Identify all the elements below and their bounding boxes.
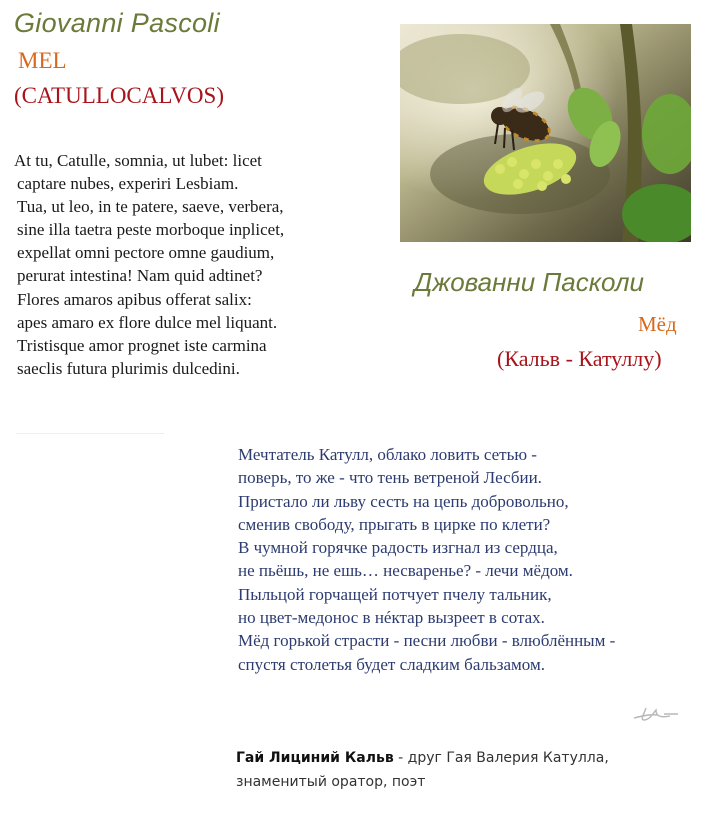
author-note xyxy=(236,746,676,794)
divider xyxy=(16,433,164,434)
note-name: Гай Лициний Кальв xyxy=(236,750,394,766)
poem-line: apes amaro ex flore dulce mel liquant. xyxy=(17,312,278,332)
poem-line: Пристало ли льву сесть на цепь добровольно, xyxy=(238,491,569,511)
poem-line: сменив свободу, прыгать в цирке по клети? xyxy=(238,514,551,534)
poem-line: поверь, то же - что тень ветреной Лесбии. xyxy=(238,468,542,488)
poem-line: Пыльцой горчащей потчует пчелу тальник, xyxy=(238,584,552,604)
note-text: - друг Гая Валерия Катулла, знаменитый оратор, поэт xyxy=(236,750,609,790)
bee-photo xyxy=(400,24,691,242)
russian-title: Мёд xyxy=(638,312,677,336)
poem-line: не пьёшь, не ешь… несваренье? - лечи мёдом. xyxy=(238,561,573,581)
poem-line: captare nubes, experiri Lesbiam. xyxy=(17,174,239,194)
italian-subtitle: (CATULLOCALVOS) xyxy=(14,83,224,108)
poem-line: expellat omni pectore omne gaudium, xyxy=(17,243,275,263)
poem-line: В чумной горячке радость изгнал из сердца, xyxy=(238,538,558,558)
russian-author: Джованни Пасколи xyxy=(414,267,645,297)
poem-line: At tu, Catulle, somnia, ut lubet: licet xyxy=(14,151,262,170)
poem-line: спустя столетья будет сладким бальзамом. xyxy=(238,654,545,674)
russian-poem xyxy=(238,443,615,676)
italian-author: Giovanni Pascoli xyxy=(14,8,220,38)
latin-poem xyxy=(14,149,284,380)
poem-line: saeclis futura plurimis dulcedini. xyxy=(17,358,240,378)
poem-line: sine illa taetra peste morboque inplicet, xyxy=(17,220,285,240)
poem-line: но цвет-медонос в нéктар вызреет в сотах. xyxy=(238,608,545,628)
poem-line: Мечтатель Катулл, облако ловить сетью - xyxy=(238,445,537,464)
russian-subtitle: (Кальв - Катуллу) xyxy=(497,346,662,371)
poem-line: perurat intestina! Nam quid adtinet? xyxy=(17,266,263,286)
poem-line: Flores amaros apibus offerat salix: xyxy=(17,289,252,309)
poem-line: Tristisque amor prognet iste carmina xyxy=(17,335,267,355)
signature-mark xyxy=(630,700,682,726)
italian-title: MEL xyxy=(18,48,67,73)
poem-line: Мёд горькой страсти - песни любви - влюблённым - xyxy=(238,631,616,651)
poem-line: Tua, ut leo, in te patere, saeve, verbera, xyxy=(17,197,284,217)
